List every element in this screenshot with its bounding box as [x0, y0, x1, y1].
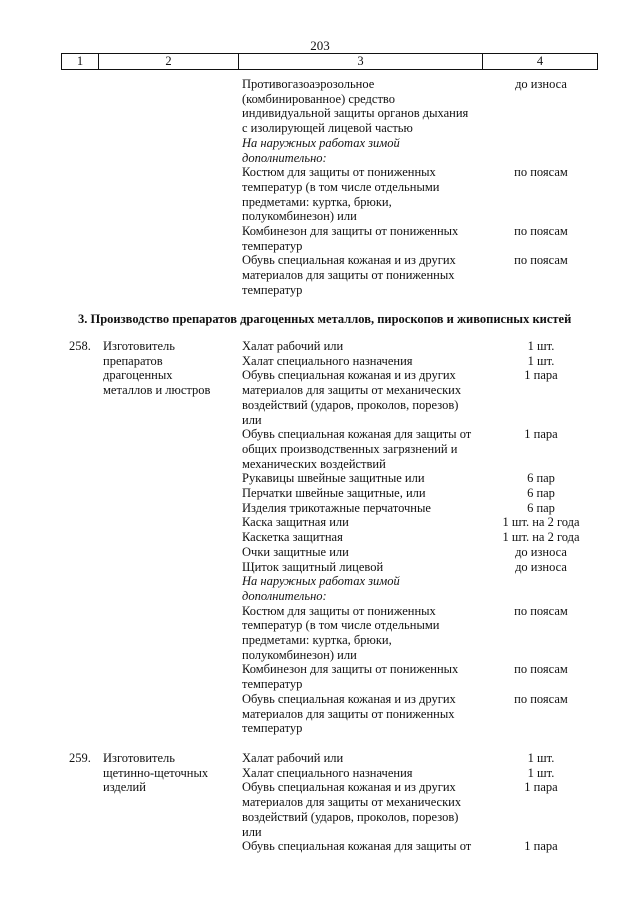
column-header-row [61, 53, 598, 70]
column-header-4: 4 [536, 54, 544, 68]
item-line: воздействий (ударов, проколов, порезов) [242, 809, 459, 824]
item-line: температур [242, 677, 303, 692]
norm-value: 1 шт. [527, 751, 555, 765]
item-line: материалов для защиты от механических [242, 795, 462, 810]
subheading-line: дополнительно: [242, 588, 327, 603]
norm-value: 1 пара [524, 427, 558, 442]
item-line: механических воздействий [242, 456, 386, 471]
norm-value: по поясам [514, 662, 568, 677]
item-line: Каскетка защитная [242, 530, 343, 545]
column-header-1: 1 [62, 54, 99, 69]
norm-value: 6 пар [527, 471, 555, 486]
item-line: температур (в том числе отдельными [242, 179, 440, 194]
item-line: воздействий (ударов, проколов, порезов) [242, 397, 459, 412]
item-line: температур [242, 721, 303, 736]
entry-number: 259. [69, 751, 91, 765]
item-line: общих производственных загрязнений и [242, 441, 458, 456]
profession-line: Изготовитель [103, 339, 175, 353]
item-line: Щиток защитный лицевой [242, 559, 384, 574]
section-title: 3. Производство препаратов драгоценных металлов, пироскопов и живописных кистей [78, 312, 572, 326]
item-line: температур [242, 282, 303, 297]
item-line: Обувь специальная кожаная и из других [242, 368, 456, 383]
item-line: Костюм для защиты от пониженных [242, 165, 436, 180]
item-line: материалов для защиты от пониженных [242, 706, 455, 721]
norm-value: 1 шт. на 2 года [502, 515, 580, 530]
profession-line: изделий [103, 780, 146, 795]
item-line: Обувь специальная кожаная для защиты от [242, 427, 472, 442]
item-line: или [242, 824, 262, 839]
norm-value: по поясам [514, 691, 568, 706]
item-line: температур (в том числе отдельными [242, 618, 440, 633]
column-header-2: 2 [99, 54, 239, 69]
profession-line: Изготовитель [103, 751, 175, 765]
item-line: Очки защитные или [242, 544, 349, 559]
norm-value: 1 шт. [527, 339, 555, 353]
item-line: Противогазоаэрозольное [242, 77, 375, 91]
norm-value: по поясам [514, 165, 568, 180]
item-line: материалов для защиты от пониженных [242, 268, 455, 283]
item-line: Халат специального назначения [242, 353, 413, 368]
item-line: Изделия трикотажные перчаточные [242, 500, 431, 515]
item-line: Комбинезон для защиты от пониженных [242, 662, 459, 677]
item-line: предметами: куртка, брюки, [242, 194, 392, 209]
profession-line: металлов и люстров [103, 383, 211, 398]
norm-value: по поясам [514, 224, 568, 238]
item-line: Обувь специальная кожаная и из других [242, 691, 456, 706]
item-line: Обувь специальная кожаная и из других [242, 780, 456, 795]
item-line: предметами: куртка, брюки, [242, 633, 392, 647]
item-line: или [242, 412, 262, 427]
norm-value: 1 шт. [527, 353, 555, 368]
norm-value: до износа [515, 77, 567, 91]
item-line: Каска защитная или [242, 515, 349, 530]
item-line: температур [242, 238, 303, 253]
norm-value: до износа [515, 544, 567, 559]
profession-line: драгоценных [103, 368, 173, 383]
column-header-3: 3 [239, 54, 483, 69]
item-line: полукомбинезон) или [242, 647, 357, 662]
subheading-line: На наружных работах зимой [242, 574, 400, 589]
subheading-line: дополнительно: [242, 150, 327, 165]
item-line: Халат специального назначения [242, 765, 413, 780]
item-line: с изолирующей лицевой частью [242, 121, 413, 136]
item-line: Костюм для защиты от пониженных [242, 603, 436, 618]
norm-value: по поясам [514, 603, 568, 618]
page-number: 203 [310, 38, 330, 53]
norm-value: 1 пара [524, 839, 558, 854]
norm-value: 1 пара [524, 780, 558, 795]
norm-value: 1 шт. [527, 765, 555, 780]
profession-line: щетинно-щеточных [103, 765, 209, 780]
subheading-line: На наружных работах зимой [242, 135, 400, 150]
norm-value: 1 пара [524, 368, 558, 383]
item-line: индивидуальной защиты органов дыхания [242, 106, 469, 121]
norm-value: по поясам [514, 253, 568, 268]
norm-value: 6 пар [527, 486, 555, 500]
item-line: полукомбинезон) или [242, 209, 357, 224]
item-line: (комбинированное) средство [242, 91, 395, 106]
item-line: Халат рабочий или [242, 339, 344, 353]
item-line: Обувь специальная кожаная для защиты от [242, 839, 472, 854]
item-line: Комбинезон для защиты от пониженных [242, 224, 459, 238]
item-line: материалов для защиты от механических [242, 383, 462, 398]
item-line: Халат рабочий или [242, 751, 344, 765]
entry-number: 258. [69, 339, 91, 353]
item-line: Обувь специальная кожаная и из других [242, 253, 456, 268]
norm-value: 1 шт. на 2 года [502, 530, 580, 545]
norm-value: до износа [515, 559, 567, 574]
profession-line: препаратов [103, 353, 163, 368]
item-line: Рукавицы швейные защитные или [242, 471, 425, 486]
item-line: Перчатки швейные защитные, или [242, 486, 426, 500]
norm-value: 6 пар [527, 500, 555, 515]
